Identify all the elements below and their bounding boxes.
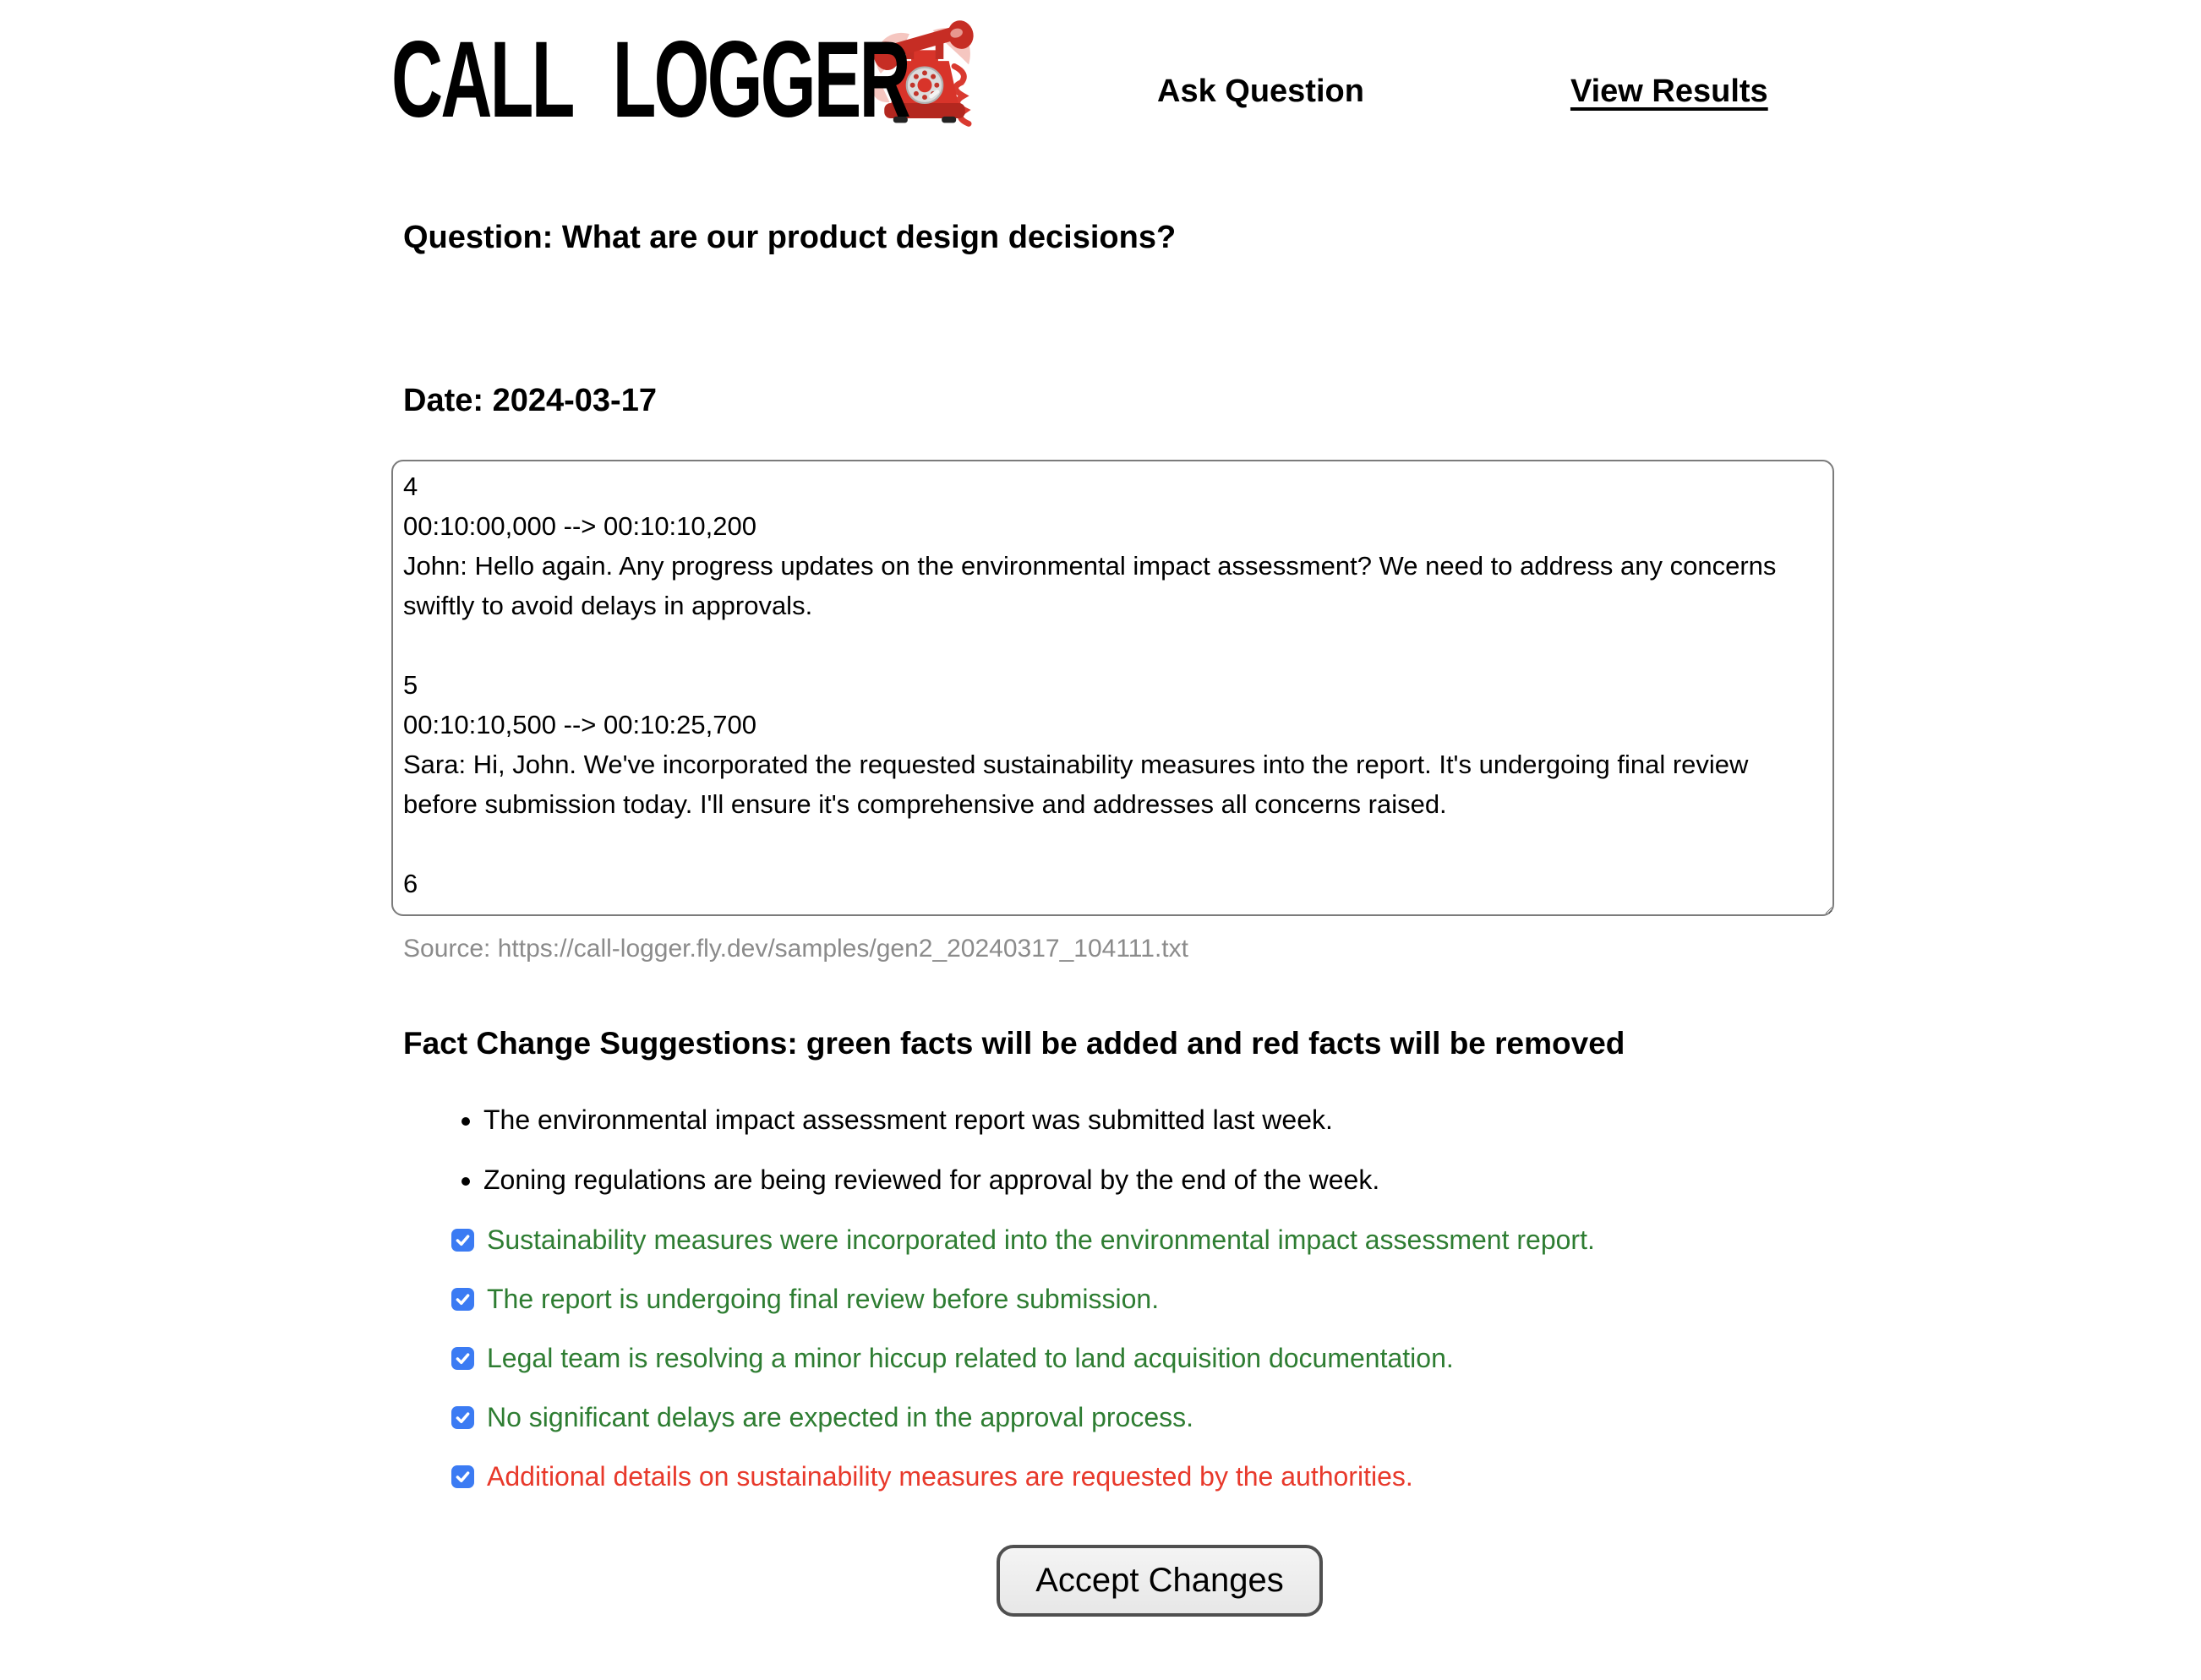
fact-checkbox[interactable] bbox=[451, 1288, 474, 1311]
existing-facts-list bbox=[391, 1100, 1860, 1199]
check-icon bbox=[454, 1468, 472, 1486]
date-text: Date: 2024-03-17 bbox=[403, 383, 657, 418]
fact-suggestion-text: Legal team is resolving a minor hiccup related to land acquisition documentation. bbox=[487, 1343, 1454, 1373]
transcript-source-text: Source: https://call-logger.fly.dev/samples/gen2_20240317_104111.txt bbox=[403, 935, 1188, 963]
fact-checkbox[interactable] bbox=[451, 1347, 474, 1370]
check-icon bbox=[454, 1231, 472, 1249]
fact-checkbox[interactable] bbox=[451, 1229, 474, 1252]
fact-suggestion-text: No significant delays are expected in the approval process. bbox=[487, 1402, 1194, 1432]
fact-suggestion-row bbox=[451, 1398, 1860, 1437]
fact-suggestion-row bbox=[451, 1279, 1860, 1318]
accept-button-row bbox=[391, 1545, 1860, 1617]
existing-fact-item: • The environmental impact assessment report was submitted last week. bbox=[483, 1100, 1860, 1139]
nav-view-results-link[interactable]: View Results bbox=[1570, 73, 1768, 109]
transcript-textarea[interactable] bbox=[391, 460, 1834, 916]
fact-suggestion-text: Sustainability measures were incorporated into the environmental impact assessment report. bbox=[487, 1225, 1595, 1255]
question-text: Question: What are our product design decisions? bbox=[403, 220, 1177, 255]
check-icon bbox=[454, 1290, 472, 1308]
page-container bbox=[391, 0, 1860, 1617]
existing-fact-item: • Zoning regulations are being reviewed for approval by the end of the week. bbox=[483, 1160, 1860, 1199]
check-icon bbox=[454, 1350, 472, 1367]
fact-suggestion-row bbox=[451, 1457, 1860, 1496]
fact-checkbox[interactable] bbox=[451, 1465, 474, 1488]
fact-suggestions-heading: Fact Change Suggestions: green facts will be added and red facts will be removed bbox=[403, 1026, 1625, 1061]
logo-text-wrap bbox=[391, 19, 909, 140]
fact-checkbox[interactable] bbox=[451, 1406, 474, 1429]
fact-suggestion-row bbox=[451, 1339, 1860, 1377]
header bbox=[391, 0, 1860, 140]
fact-suggestion-text: The report is undergoing final review before submission. bbox=[487, 1284, 1160, 1314]
fact-suggestion-row bbox=[451, 1220, 1860, 1259]
fact-suggestion-text: Additional details on sustainability measures are requested by the authorities. bbox=[487, 1461, 1413, 1492]
accept-changes-button[interactable]: Accept Changes bbox=[997, 1545, 1323, 1617]
nav-ask-question-link[interactable]: Ask Question bbox=[1157, 73, 1364, 109]
logo-text: CALL LOGGER bbox=[391, 19, 909, 140]
logo[interactable] bbox=[391, 19, 983, 140]
check-icon bbox=[454, 1409, 472, 1426]
